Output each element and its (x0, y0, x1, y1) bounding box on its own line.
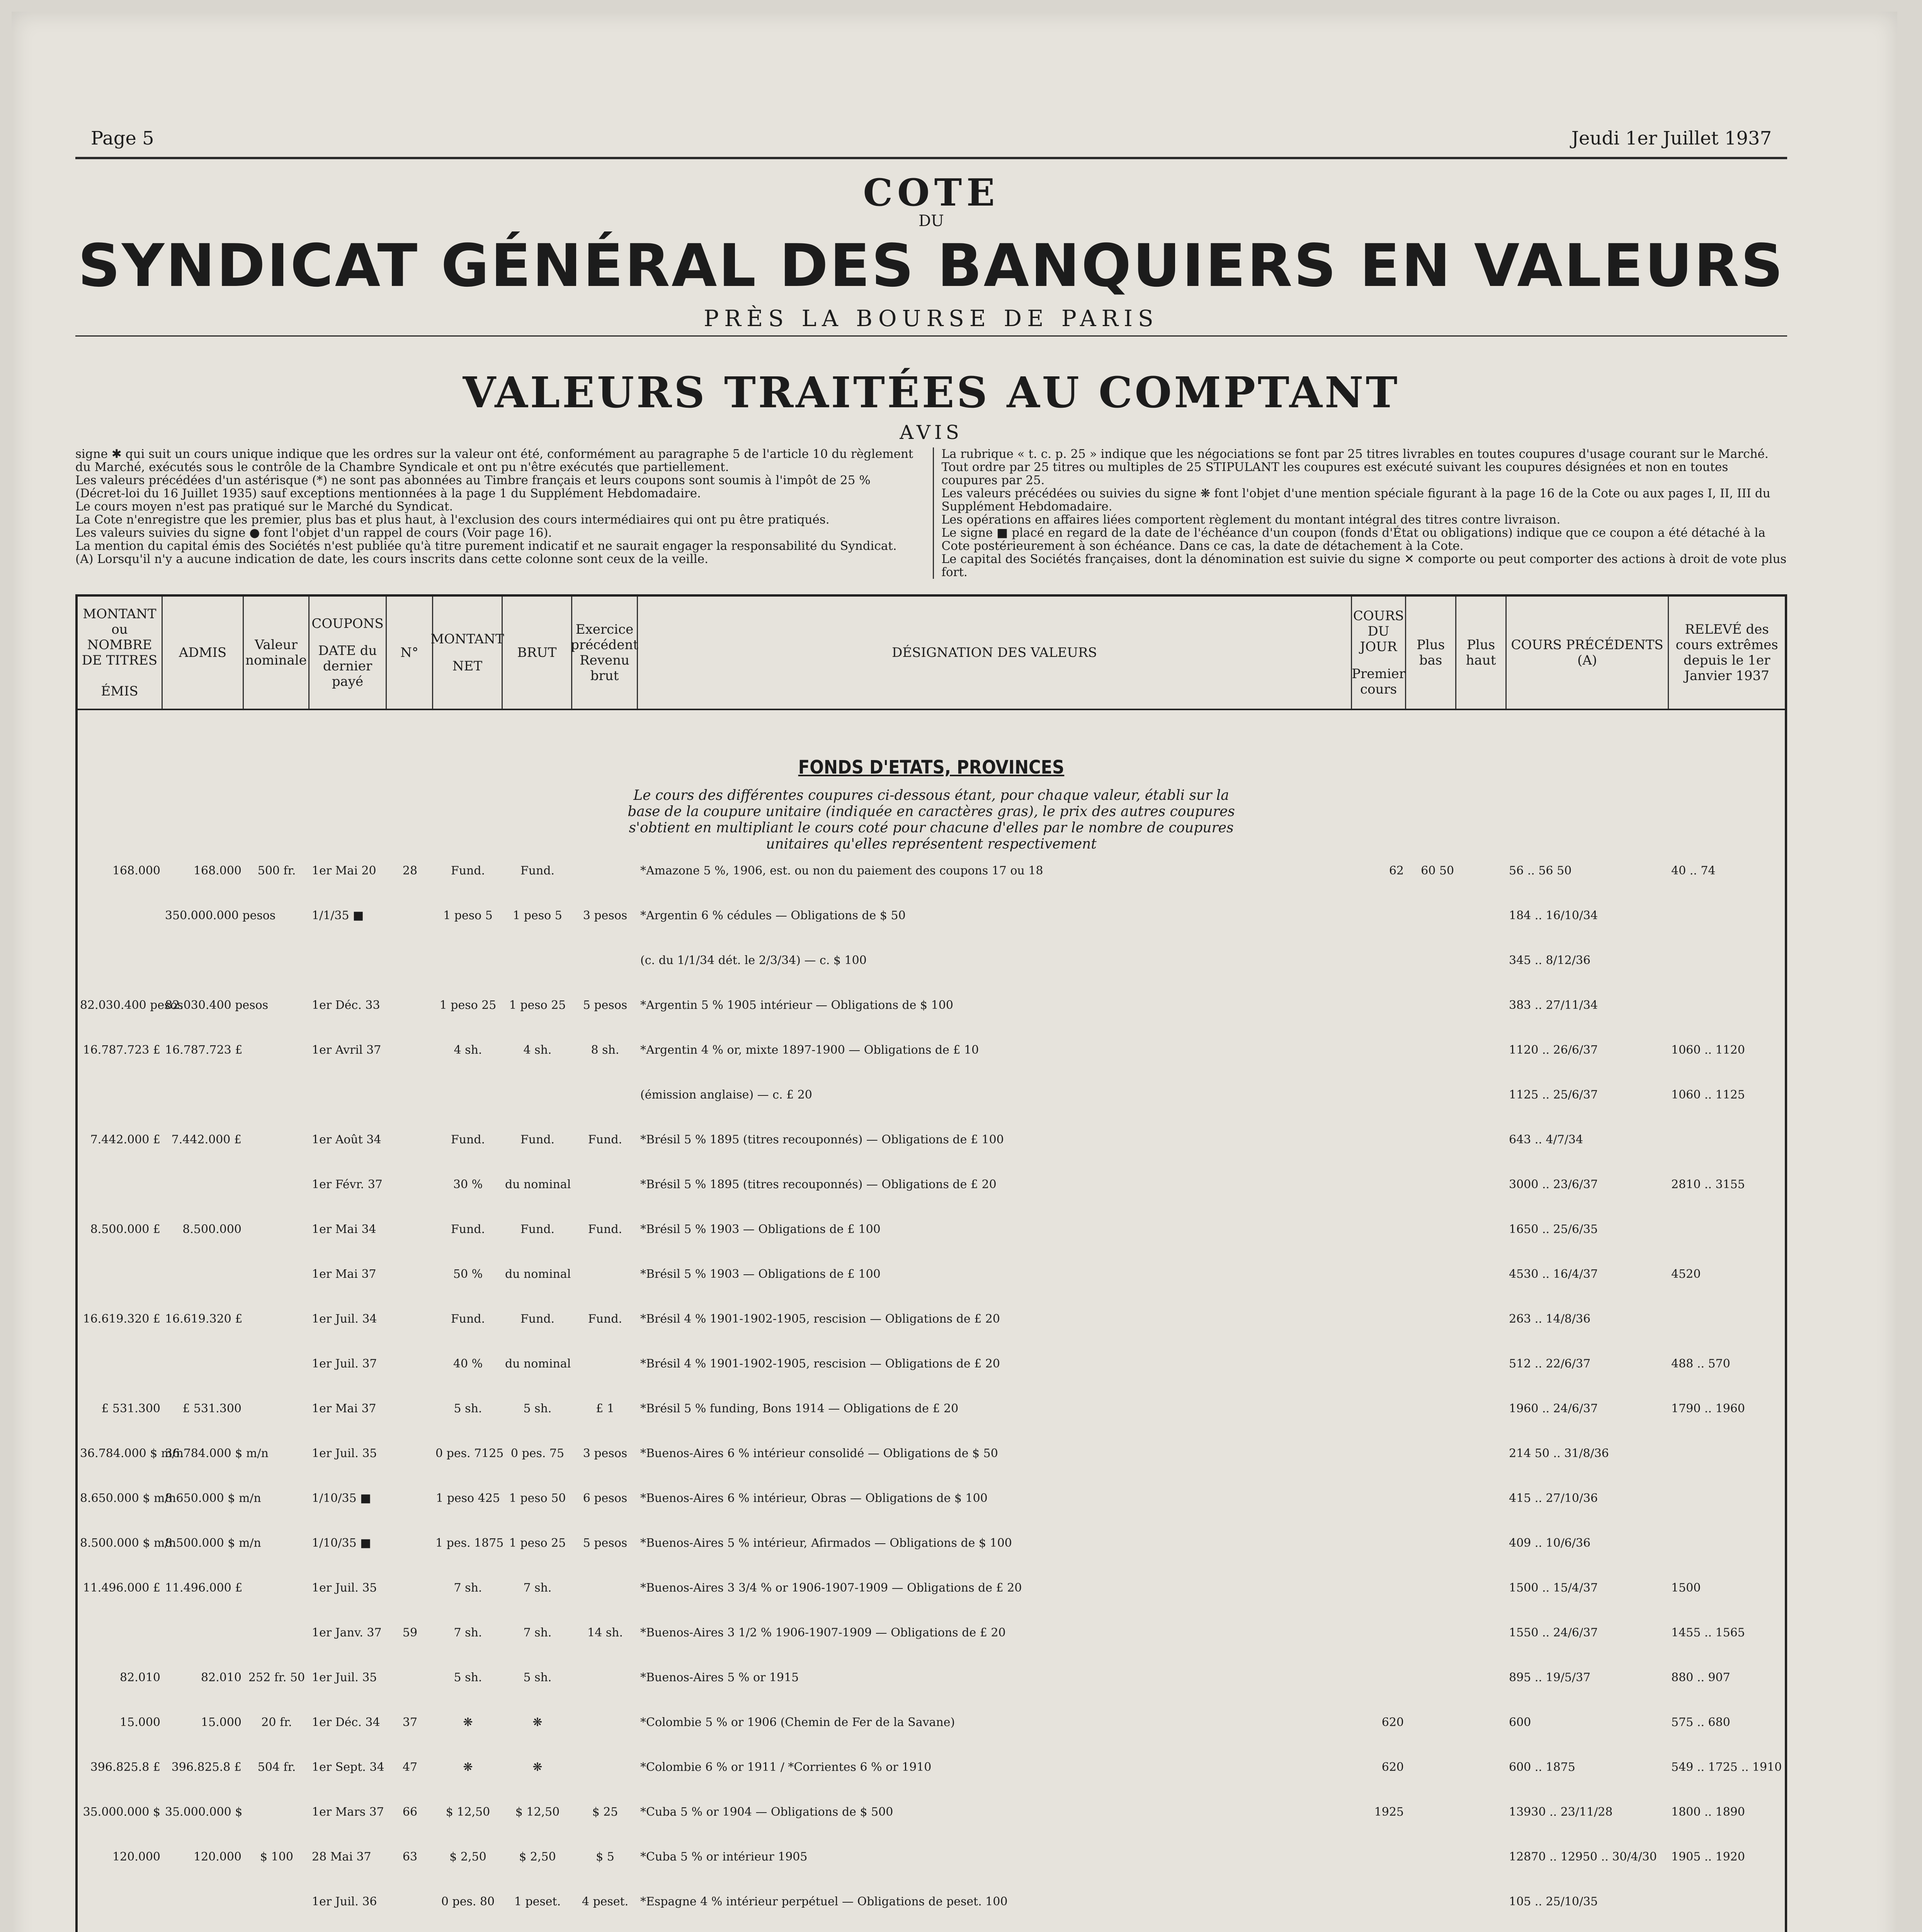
cell-ex: 4 peset. (582, 1895, 629, 1908)
cell-net: 5 sh. (454, 1402, 482, 1415)
cell-brut: 1 peset. (514, 1895, 561, 1908)
cell-ex: 3 pesos (583, 909, 628, 922)
cell-net: $ 12,50 (446, 1805, 490, 1819)
cell-design: *Colombie 5 % or 1906 (Chemin de Fer de la Savane) (640, 1716, 955, 1729)
cell-design: *Brésil 5 % 1895 (titres recouponnés) — Obligations de £ 20 (640, 1178, 997, 1191)
cell-date: 1er Juil. 35 (312, 1447, 377, 1460)
th-premier: Premier cours (1352, 666, 1405, 697)
cell-date: 1/10/35 ■ (312, 1492, 371, 1505)
notice: Le capital des Sociétés françaises, dont la dénomination est suivie du signe ✕ comporte ou peut comporter des actions à droit de vote plus fort. (941, 552, 1787, 579)
cell-date: 1er Juil. 35 (312, 1671, 377, 1684)
cell-emis: 36.784.000 $ m/n (80, 1447, 184, 1460)
notices-right (933, 447, 1788, 579)
th-date: DATE du dernier payé (318, 643, 377, 689)
cell-rel: 2810 .. 3155 (1671, 1178, 1745, 1191)
cell-emis: 8.500.000 £ (90, 1223, 160, 1236)
cell-net: 5 sh. (454, 1671, 482, 1684)
cell-admis: 396.825.8 £ (171, 1760, 242, 1774)
cell-brut: Fund. (520, 1312, 555, 1326)
cell-ex: Fund. (588, 1312, 623, 1326)
cell-brut: du nominal (505, 1357, 571, 1371)
cell-rel: 488 .. 570 (1671, 1357, 1730, 1371)
th-no: N° (387, 597, 433, 709)
cell-brut: ❋ (532, 1716, 543, 1729)
masthead-du: DU (918, 212, 944, 230)
th-designation: DÉSIGNATION DES VALEURS (638, 597, 1352, 709)
cell-date: 28 Mai 37 (312, 1850, 371, 1864)
cell-net: 30 % (453, 1178, 483, 1191)
quotes-table (75, 594, 1787, 1932)
cell-rel: 1455 .. 1565 (1671, 1626, 1745, 1639)
cell-design: *Brésil 5 % 1895 (titres recouponnés) — Obligations de £ 100 (640, 1133, 1004, 1146)
table-body (78, 864, 1785, 1932)
table-row (78, 1805, 1785, 1819)
cell-emis: 120.000 (112, 1850, 160, 1864)
cell-design: *Argentin 5 % 1905 intérieur — Obligations de $ 100 (640, 998, 953, 1012)
cell-brut: 1 peso 50 (509, 1492, 566, 1505)
notice: (A) Lorsqu'il n'y a aucune indication de date, les cours inscrits dans cette colonne sont ceux de la veille. (75, 552, 709, 566)
cell-no: 37 (402, 1716, 418, 1729)
masthead-rule (75, 335, 1787, 337)
cell-design: *Brésil 4 % 1901-1902-1905, rescision — Obligations de £ 20 (640, 1312, 1000, 1326)
cell-admis: 16.787.723 £ (165, 1043, 243, 1057)
th-haut: Plus haut (1456, 597, 1507, 709)
cell-net: Fund. (451, 1223, 485, 1236)
cell-rel: 549 .. 1725 .. 1910 (1671, 1760, 1782, 1774)
cell-prem: 620 (1381, 1760, 1404, 1774)
table-row (78, 1716, 1785, 1730)
table-row (78, 1133, 1785, 1147)
page-header (75, 128, 1787, 149)
fonds-etats-title: FONDS D'ETATS, PROVINCES (798, 757, 1065, 778)
cell-prec: 1650 .. 25/6/35 (1509, 1223, 1598, 1236)
cell-design: *Buenos-Aires 5 % or 1915 (640, 1671, 799, 1684)
th-precedents: COURS PRÉCÉDENTS (A) (1507, 597, 1669, 709)
notice: La rubrique « t. c. p. 25 » indique que les négociations se font par 25 titres livrables en toutes coupures d'usage courant sur le Marché. (941, 447, 1769, 461)
cell-emis: 8.500.000 $ m/n (80, 1536, 176, 1550)
table-row (78, 1760, 1785, 1774)
cell-design: (c. du 1/1/34 dét. le 2/3/34) — c. $ 100 (640, 954, 867, 967)
cell-design: *Cuba 5 % or intérieur 1905 (640, 1850, 808, 1864)
cell-emis: 11.496.000 £ (83, 1581, 160, 1595)
cell-design: *Brésil 4 % 1901-1902-1905, rescision — Obligations de £ 20 (640, 1357, 1000, 1371)
cell-net: $ 2,50 (449, 1850, 486, 1864)
masthead-cote: COTE (863, 171, 1000, 214)
page-number: Page 5 (91, 128, 154, 149)
cell-prec: 214 50 .. 31/8/36 (1509, 1447, 1609, 1460)
cell-design: *Buenos-Aires 5 % intérieur, Afirmados — Obligations de $ 100 (640, 1536, 1012, 1550)
cell-rel: 1905 .. 1920 (1671, 1850, 1745, 1864)
fonds-etats-note: Le cours des différentes coupures ci-dessous étant, pour chaque valeur, établi sur la base de la coupure unitaire (indiquée en caractères gras), le prix des autres coupures s'obtient en multipliant le cours coté pour chacune d'elles par le nombre de coupures unitaires qu'elles représentent respectivement (628, 787, 1235, 852)
cell-net: 50 % (453, 1267, 483, 1281)
cell-net: 1 peso 25 (439, 998, 497, 1012)
notice: La Cote n'enregistre que les premier, plus bas et plus haut, à l'exclusion des cours intermédiaires qui ont pu être pratiqués. (75, 513, 830, 527)
cell-rel: 40 .. 74 (1671, 864, 1716, 878)
th-coupons (310, 597, 387, 709)
cell-admis: 11.496.000 £ (165, 1581, 243, 1595)
masthead-subtitle: PRÈS LA BOURSE DE PARIS (704, 305, 1159, 332)
cell-emis: 82.030.400 pesos (80, 998, 184, 1012)
cell-design: *Brésil 5 % 1903 — Obligations de £ 100 (640, 1223, 881, 1236)
cell-rel: 1790 .. 1960 (1671, 1402, 1745, 1415)
th-admis: ADMIS (163, 597, 244, 709)
cell-emis: 7.442.000 £ (90, 1133, 160, 1146)
header-rule (75, 157, 1787, 159)
cell-brut: 0 pes. 75 (510, 1447, 565, 1460)
table-row (78, 1895, 1785, 1909)
cell-design: *Colombie 6 % or 1911 / *Corrientes 6 % or 1910 (640, 1760, 932, 1774)
th-bas: Plus bas (1406, 597, 1456, 709)
cell-admis: 82.010 (201, 1671, 242, 1684)
th-cours-jour-label: COURS DU JOUR (1353, 608, 1404, 655)
cell-emis: 82.010 (120, 1671, 160, 1684)
cell-ex: £ 1 (596, 1402, 614, 1415)
cell-ex: Fund. (588, 1133, 623, 1146)
cell-prec: 105 .. 25/10/35 (1509, 1895, 1598, 1908)
cell-prec: 4530 .. 16/4/37 (1509, 1267, 1598, 1281)
cell-emis: 15.000 (120, 1716, 160, 1729)
table-header (78, 597, 1785, 710)
cell-date: 1er Déc. 34 (312, 1716, 380, 1729)
cell-net: 7 sh. (454, 1626, 482, 1639)
table-row (78, 998, 1785, 1012)
cell-brut: $ 12,50 (515, 1805, 560, 1819)
th-releve: RELEVÉ des cours extrêmes depuis le 1er Janvier 1937 (1675, 622, 1778, 684)
cell-design: (émission anglaise) — c. £ 20 (640, 1088, 812, 1102)
cell-net: ❋ (463, 1760, 473, 1774)
cell-ex: $ 5 (596, 1850, 614, 1864)
cell-prec: 409 .. 10/6/36 (1509, 1536, 1591, 1550)
cell-brut: $ 2,50 (519, 1850, 556, 1864)
cell-date: 1er Déc. 33 (312, 998, 380, 1012)
cell-rel: 880 .. 907 (1671, 1671, 1730, 1684)
cell-net: 4 sh. (454, 1043, 482, 1057)
notice: Les valeurs précédées ou suivies du signe ❋ font l'objet d'une mention spéciale figurant à la page 16 de la Cote ou aux pages I, II, III du Supplément Hebdomadaire. (941, 486, 1771, 514)
cell-bas: 60 50 (1421, 864, 1454, 878)
cell-nominal: 500 fr. (257, 864, 296, 878)
cell-brut: 4 sh. (523, 1043, 552, 1057)
cell-prec: 643 .. 4/7/34 (1509, 1133, 1583, 1146)
notices-left (75, 447, 921, 579)
cell-date: 1er Sept. 34 (312, 1760, 384, 1774)
cell-admis: 36.784.000 $ m/n (165, 1447, 269, 1460)
cell-brut: du nominal (505, 1267, 571, 1281)
cell-net: Fund. (451, 1133, 485, 1146)
cell-design: *Buenos-Aires 3 3/4 % or 1906-1907-1909 — Obligations de £ 20 (640, 1581, 1022, 1595)
cell-date: 1er Mai 20 (312, 864, 376, 878)
cell-prem: 1925 (1374, 1805, 1404, 1819)
cell-emis: 16.619.320 £ (83, 1312, 160, 1326)
cell-net: 0 pes. 7125 (435, 1447, 504, 1460)
cell-admis: 15.000 (201, 1716, 242, 1729)
cell-no: 47 (402, 1760, 418, 1774)
cell-prec: 263 .. 14/8/36 (1509, 1312, 1591, 1326)
cell-brut: ❋ (532, 1760, 543, 1774)
th-cours-jour (1352, 597, 1406, 709)
th-exercice: Exercice précédent Revenu brut (572, 597, 638, 709)
cell-prec: 12870 .. 12950 .. 30/4/30 (1509, 1850, 1657, 1864)
th-montant-coupon (430, 597, 504, 709)
cell-ex: $ 25 (592, 1805, 618, 1819)
table-row (78, 909, 1785, 923)
cell-date: 1er Août 34 (312, 1133, 381, 1146)
table-row (78, 1626, 1785, 1640)
cell-date: 1er Mai 37 (312, 1402, 376, 1415)
cell-ex: 5 pesos (583, 1536, 628, 1550)
notice: signe ✱ qui suit un cours unique indique que les ordres sur la valeur ont été, conformément au paragraphe 5 de l'article 10 du règlement du Marché, exécutés sous le contrôle de la Chambre Syndicale et ont pu n'être exécutés que partiellement. (75, 447, 913, 474)
cell-prec: 895 .. 19/5/37 (1509, 1671, 1591, 1684)
cell-design: *Argentin 4 % or, mixte 1897-1900 — Obligations de £ 10 (640, 1043, 979, 1057)
cell-no: 28 (402, 864, 418, 878)
table-row (78, 1671, 1785, 1685)
cell-net: ❋ (463, 1716, 473, 1729)
cell-admis: 82.030.400 pesos (165, 998, 269, 1012)
cell-prec: 600 (1509, 1716, 1531, 1729)
th-montant-label: MONTANT ou NOMBRE DE TITRES (82, 606, 158, 668)
cell-brut: 5 sh. (523, 1671, 552, 1684)
cell-rel: 1060 .. 1120 (1671, 1043, 1745, 1057)
notice: Les valeurs suivies du signe ● font l'objet d'un rappel de cours (Voir page 16). (75, 526, 552, 540)
cell-date: 1er Janv. 37 (312, 1626, 382, 1639)
cell-no: 59 (402, 1626, 418, 1639)
newspaper-page (12, 12, 1897, 1932)
cell-nominal: 504 fr. (257, 1760, 296, 1774)
cell-design: *Argentin 6 % cédules — Obligations de $ 50 (640, 909, 906, 922)
cell-net: Fund. (451, 864, 485, 878)
cell-admis: 7.442.000 £ (171, 1133, 242, 1146)
cell-emis: 16.787.723 £ (83, 1043, 160, 1057)
cell-emis: 8.650.000 $ m/n (80, 1492, 176, 1505)
th-montant-coupon-label: MONTANT (430, 631, 504, 647)
cell-admis: 350.000.000 pesos (165, 909, 276, 922)
th-coupons-label: COUPONS (311, 616, 384, 631)
cell-admis: 8.500.000 (182, 1223, 242, 1236)
cell-brut: 7 sh. (523, 1626, 552, 1639)
cell-admis: 120.000 (193, 1850, 242, 1864)
cell-prec: 13930 .. 23/11/28 (1509, 1805, 1613, 1819)
cell-rel: 1800 .. 1890 (1671, 1805, 1745, 1819)
table-row (78, 1267, 1785, 1281)
cell-nominal: $ 100 (260, 1850, 293, 1864)
cell-brut: 7 sh. (523, 1581, 552, 1595)
notice: La mention du capital émis des Sociétés n'est publiée qu'à titre purement indicatif et ne saurait engager la responsabilité du Syndicat. (75, 539, 897, 553)
cell-rel: 575 .. 680 (1671, 1716, 1730, 1729)
avis-notices (75, 447, 1787, 579)
table-row (78, 1312, 1785, 1326)
cell-brut: 5 sh. (523, 1402, 552, 1415)
cell-prec: 56 .. 56 50 (1509, 864, 1572, 878)
table-row (78, 1088, 1785, 1102)
table-row (78, 1492, 1785, 1505)
cell-design: *Cuba 5 % or 1904 — Obligations de $ 500 (640, 1805, 893, 1819)
cell-net: Fund. (451, 1312, 485, 1326)
cell-ex: 6 pesos (583, 1492, 628, 1505)
cell-emis: 168.000 (112, 864, 160, 878)
cell-brut: 1 peso 5 (513, 909, 562, 922)
cell-ex: 5 pesos (583, 998, 628, 1012)
masthead-title: SYNDICAT GÉNÉRAL DES BANQUIERS EN VALEURS (78, 231, 1785, 300)
cell-ex: 3 pesos (583, 1447, 628, 1460)
table-row (78, 1357, 1785, 1371)
table-row (78, 1536, 1785, 1550)
cell-date: 1er Mai 34 (312, 1223, 376, 1236)
table-row (78, 954, 1785, 968)
cell-ex: 14 sh. (587, 1626, 623, 1639)
table-row (78, 1043, 1785, 1057)
cell-nominal: 252 fr. 50 (248, 1671, 305, 1684)
avis-heading: AVIS (900, 421, 963, 444)
cell-prec: 345 .. 8/12/36 (1509, 954, 1591, 967)
cell-admis: 8.500.000 $ m/n (165, 1536, 261, 1550)
cell-prec: 600 .. 1875 (1509, 1760, 1575, 1774)
cell-design: *Buenos-Aires 3 1/2 % 1906-1907-1909 — Obligations de £ 20 (640, 1626, 1006, 1639)
cell-admis: 8.650.000 $ m/n (165, 1492, 261, 1505)
cell-nominal: 20 fr. (261, 1716, 292, 1729)
cell-brut: Fund. (520, 1223, 555, 1236)
cell-admis: 168.000 (193, 864, 242, 878)
cell-design: *Amazone 5 %, 1906, est. ou non du paiement des coupons 17 ou 18 (640, 864, 1043, 878)
cell-prem: 620 (1381, 1716, 1404, 1729)
table-row (78, 1447, 1785, 1461)
table-row (78, 1402, 1785, 1416)
cell-date: 1er Juil. 35 (312, 1581, 377, 1595)
cell-date: 1er Juil. 34 (312, 1312, 377, 1326)
cell-design: *Brésil 5 % funding, Bons 1914 — Obligations de £ 20 (640, 1402, 959, 1415)
cell-admis: 16.619.320 £ (165, 1312, 243, 1326)
cell-date: 1er Juil. 36 (312, 1895, 377, 1908)
cell-prec: 1960 .. 24/6/37 (1509, 1402, 1598, 1415)
table-row (78, 1223, 1785, 1236)
th-brut: BRUT (503, 597, 572, 709)
cell-design: *Espagne 4 % intérieur perpétuel — Obligations de peset. 100 (640, 1895, 1008, 1908)
notice: Le signe ■ placé en regard de la date de l'échéance d'un coupon (fonds d'État ou obligations) indique que ce coupon a été détaché à la Cote postérieurement à son échéance. Dans ce cas, la date de détachement à la Cote. (941, 526, 1766, 553)
cell-admis: £ 531.300 (182, 1402, 242, 1415)
cell-date: 1er Févr. 37 (312, 1178, 383, 1191)
th-emis: ÉMIS (101, 684, 138, 699)
notice: Les opérations en affaires liées comportent règlement du montant intégral des titres contre livraison. (941, 513, 1561, 527)
cell-prec: 1550 .. 24/6/37 (1509, 1626, 1598, 1639)
th-net: NET (452, 658, 483, 674)
cell-rel: 1500 (1671, 1581, 1701, 1595)
cell-date: 1/1/35 ■ (312, 909, 364, 922)
cell-design: *Buenos-Aires 6 % intérieur, Obras — Obligations de $ 100 (640, 1492, 988, 1505)
th-nominal: Valeur nominale (244, 597, 310, 709)
table-row (78, 1581, 1785, 1595)
cell-brut: 1 peso 25 (509, 998, 566, 1012)
cell-design: *Buenos-Aires 6 % intérieur consolidé — Obligations de $ 50 (640, 1447, 998, 1460)
cell-brut: 1 peso 25 (509, 1536, 566, 1550)
cell-date: 1er Mai 37 (312, 1267, 376, 1281)
cell-admis: 35.000.000 $ (165, 1805, 243, 1819)
cell-net: 0 pes. 80 (441, 1895, 495, 1908)
cell-net: 40 % (453, 1357, 483, 1371)
cell-date: 1/10/35 ■ (312, 1536, 371, 1550)
cell-ex: 8 sh. (591, 1043, 619, 1057)
page-date: Jeudi 1er Juillet 1937 (1571, 128, 1772, 149)
cell-rel: 4520 (1671, 1267, 1701, 1281)
cell-emis: 396.825.8 £ (90, 1760, 160, 1774)
cell-rel: 1060 .. 1125 (1671, 1088, 1745, 1102)
notice: Le cours moyen n'est pas pratiqué sur le Marché du Syndicat. (75, 500, 453, 514)
cell-net: 7 sh. (454, 1581, 482, 1595)
cell-brut: Fund. (520, 864, 555, 878)
table-row (78, 864, 1785, 878)
cell-date: 1er Juil. 37 (312, 1357, 377, 1371)
page-content (75, 128, 1787, 1932)
cell-prec: 184 .. 16/10/34 (1509, 909, 1598, 922)
section-heading: VALEURS TRAITÉES AU COMPTANT (463, 367, 1400, 417)
table-row (78, 1850, 1785, 1864)
cell-date: 1er Mars 37 (312, 1805, 384, 1819)
cell-design: *Brésil 5 % 1903 — Obligations de £ 100 (640, 1267, 881, 1281)
cell-prec: 1120 .. 26/6/37 (1509, 1043, 1598, 1057)
cell-prec: 383 .. 27/11/34 (1509, 998, 1598, 1012)
th-montant (78, 597, 163, 709)
cell-prec: 512 .. 22/6/37 (1509, 1357, 1591, 1371)
cell-emis: 35.000.000 $ (83, 1805, 160, 1819)
cell-date: 1er Avril 37 (312, 1043, 381, 1057)
cell-brut: Fund. (520, 1133, 555, 1146)
cell-net: 1 pes. 1875 (435, 1536, 504, 1550)
cell-brut: du nominal (505, 1178, 571, 1191)
cell-net: 1 peso 425 (436, 1492, 500, 1505)
cell-no: 63 (402, 1850, 418, 1864)
cell-prem: 62 (1389, 864, 1404, 878)
cell-prec: 1125 .. 25/6/37 (1509, 1088, 1598, 1102)
cell-prec: 1500 .. 15/4/37 (1509, 1581, 1598, 1595)
cell-prec: 415 .. 27/10/36 (1509, 1492, 1598, 1505)
notice: Tout ordre par 25 titres ou multiples de 25 STIPULANT les coupures est exécuté suivant les coupures désignées et non en toutes coupures par 25. (941, 460, 1728, 487)
cell-prec: 3000 .. 23/6/37 (1509, 1178, 1598, 1191)
cell-no: 66 (402, 1805, 418, 1819)
cell-net: 1 peso 5 (443, 909, 493, 922)
cell-ex: Fund. (588, 1223, 623, 1236)
table-row (78, 1178, 1785, 1192)
notice: Les valeurs précédées d'un astérisque (*) ne sont pas abonnées au Timbre français et leurs coupons sont soumis à l'impôt de 25 % (Décret-loi du 16 Juillet 1935) sauf exceptions mentionnées à la page 1 du Supplément Hebdomadaire. (75, 473, 871, 500)
cell-emis: £ 531.300 (101, 1402, 160, 1415)
